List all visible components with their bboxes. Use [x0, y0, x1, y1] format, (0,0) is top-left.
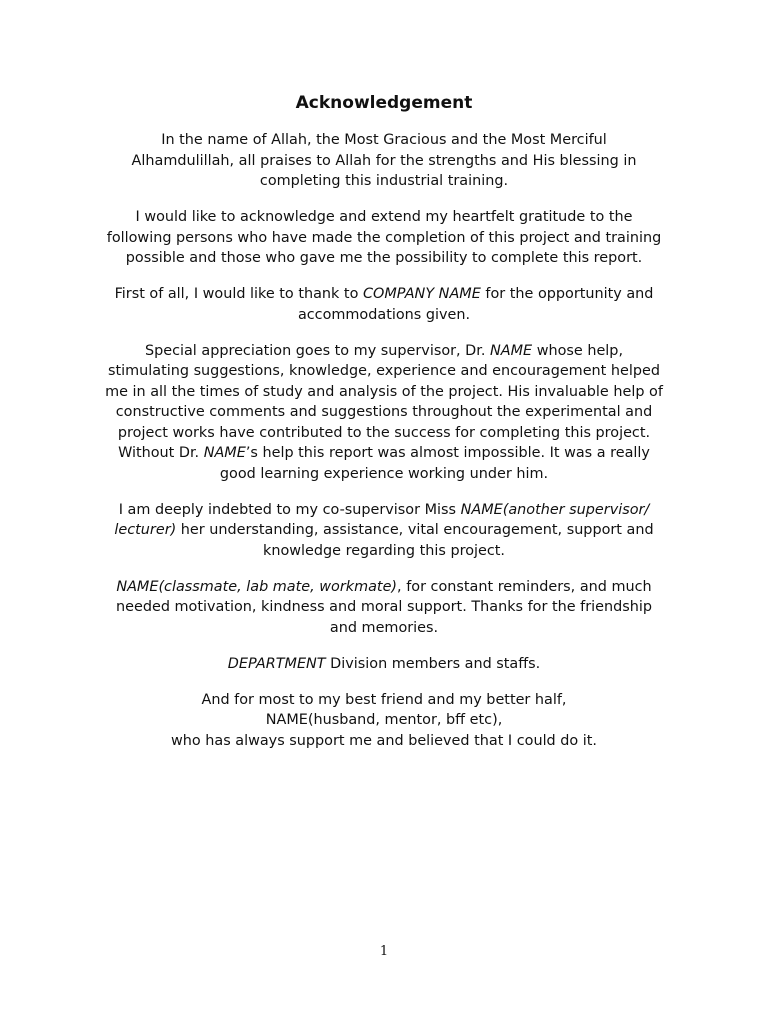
text-run: First of all, I would like to thank to [114, 286, 363, 302]
text-line [84, 618, 684, 639]
text-run: completing this industrial training. [259, 173, 509, 189]
text-run: stimulating suggestions, knowledge, experience and encouragement helped [108, 363, 660, 379]
text-line [84, 731, 684, 752]
text-run: Without Dr. [118, 445, 204, 461]
text-run: accommodations given. [297, 306, 471, 323]
text-run: Special appreciation goes to my supervisor, Dr. [144, 342, 491, 359]
text-run: and memories. [329, 619, 439, 636]
text-line [84, 248, 684, 269]
italic-placeholder: NAME(classmate, lab mate, workmate) [116, 578, 398, 595]
text-run: me in all the times of study and analysis of the project. His invaluable help of [105, 383, 663, 400]
acknowledgement-body [84, 130, 684, 767]
page-number: 1 [379, 944, 389, 959]
paragraph [84, 500, 684, 562]
paragraph [84, 341, 684, 485]
text-line [84, 423, 684, 444]
italic-placeholder: NAME [490, 342, 533, 359]
text-line [84, 464, 684, 485]
italic-placeholder: COMPANY NAME [362, 286, 481, 302]
text-line [84, 597, 684, 618]
text-run: who has always support me and believed that I could do it. [171, 732, 597, 749]
text-line [84, 228, 684, 249]
text-run: Division members and staffs. [325, 655, 541, 672]
text-line [84, 305, 684, 326]
text-line [84, 541, 684, 562]
text-run: ’s help this report was almost impossible. It was a really [245, 445, 650, 461]
paragraph [84, 207, 684, 269]
text-line [84, 443, 684, 464]
text-run: for the opportunity and [480, 286, 654, 302]
text-run: whose help, [532, 342, 624, 359]
text-line [84, 577, 684, 598]
text-line [84, 151, 684, 172]
text-line [84, 130, 684, 151]
text-run: And for most to my best friend and my better half, [201, 691, 567, 708]
text-line [84, 171, 684, 192]
paragraph [84, 690, 684, 752]
text-run: I would like to acknowledge and extend my heartfelt gratitude to the [135, 209, 633, 225]
text-run: needed motivation, kindness and moral support. Thanks for the friendship [116, 599, 652, 615]
italic-placeholder: NAME [203, 445, 246, 461]
text-line [84, 284, 684, 305]
text-run: project works have contributed to the success for completing this project. [117, 424, 651, 441]
paragraph [84, 577, 684, 639]
text-run: Alhamdulillah, all praises to Allah for the strengths and His blessing in [131, 152, 637, 169]
text-line [84, 382, 684, 403]
text-line [84, 500, 684, 521]
text-line [84, 341, 684, 362]
text-run: In the name of Allah, the Most Gracious and the Most Merciful [161, 132, 607, 148]
text-run: I am deeply indebted to my co-supervisor Miss [118, 501, 461, 518]
paragraph [84, 130, 684, 192]
text-run: possible and those who gave me the possibility to complete this report. [125, 250, 643, 266]
text-run: knowledge regarding this project. [263, 542, 505, 559]
italic-placeholder: NAME(another supervisor/ [460, 501, 650, 518]
text-run: following persons who have made the completion of this project and training [106, 229, 662, 246]
text-line [84, 207, 684, 228]
text-run: NAME(husband, mentor, bff etc), [265, 712, 503, 728]
paragraph [84, 284, 684, 325]
text-line [84, 690, 684, 711]
text-run: her understanding, assistance, vital encouragement, support and [176, 522, 654, 538]
text-line [84, 654, 684, 675]
text-line [84, 520, 684, 541]
text-run: good learning experience working under him. [219, 465, 549, 482]
italic-placeholder: DEPARTMENT [227, 655, 326, 672]
text-run: constructive comments and suggestions throughout the experimental and [115, 404, 653, 420]
text-line [84, 402, 684, 423]
italic-placeholder: lecturer) [114, 522, 177, 538]
text-line [84, 710, 684, 731]
paragraph [84, 654, 684, 675]
text-run: , for constant reminders, and much [397, 578, 652, 595]
page-title: Acknowledgement [295, 93, 473, 113]
text-line [84, 361, 684, 382]
